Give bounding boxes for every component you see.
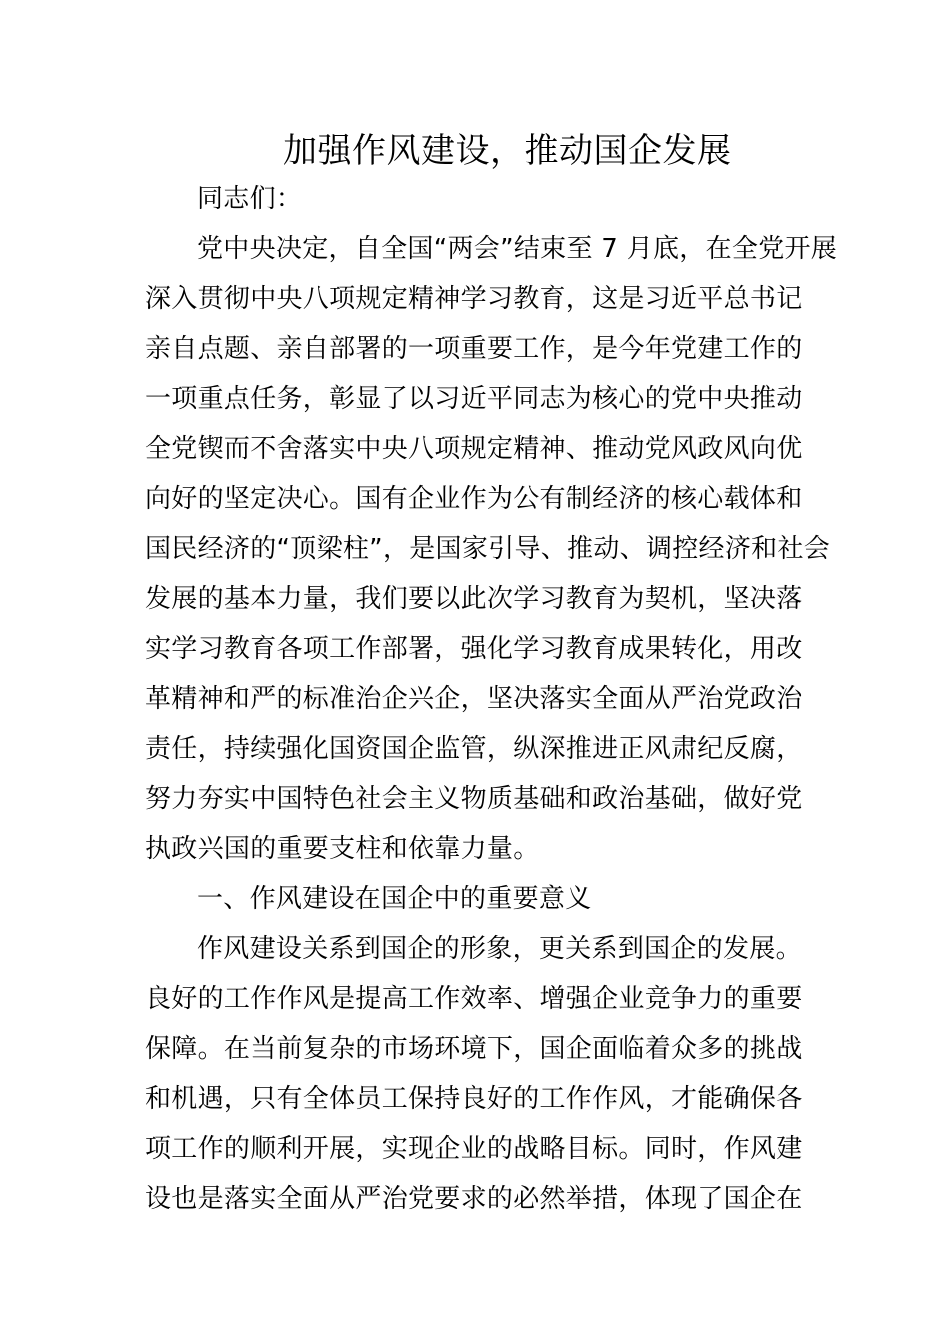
paragraph-line: 国民经济的“顶梁柱”，是国家引导、推动、调控经济和社会 <box>145 534 831 564</box>
paragraph-line: 设也是落实全面从严治党要求的必然举措，体现了国企在 <box>145 1184 803 1214</box>
paragraph-line: 项工作的顺利开展，实现企业的战略目标。同时，作风建 <box>145 1134 803 1164</box>
paragraph-line: 努力夯实中国特色社会主义物质基础和政治基础，做好党 <box>145 784 803 814</box>
paragraph-line: 执政兴国的重要支柱和依靠力量。 <box>145 834 540 864</box>
paragraph-line: 一项重点任务，彰显了以习近平同志为核心的党中央推动 <box>145 384 803 414</box>
paragraph-line: 良好的工作作风是提高工作效率、增强企业竞争力的重要 <box>145 984 803 1014</box>
paragraph-line: 全党锲而不舍落实中央八项规定精神、推动党风政风向优 <box>145 434 803 464</box>
paragraph-line: 和机遇，只有全体员工保持良好的工作作风，才能确保各 <box>145 1084 803 1114</box>
document-title: 加强作风建设，推动国企发展 <box>283 131 732 171</box>
section-heading: 一、作风建设在国企中的重要意义 <box>197 884 592 914</box>
paragraph-line: 保障。在当前复杂的市场环境下，国企面临着众多的挑战 <box>145 1034 803 1064</box>
paragraph-line: 向好的坚定决心。国有企业作为公有制经济的核心载体和 <box>145 484 803 514</box>
salutation: 同志们： <box>197 184 303 214</box>
paragraph-line: 深入贯彻中央八项规定精神学习教育，这是习近平总书记 <box>145 284 803 314</box>
paragraph-line: 革精神和严的标准治企兴企，坚决落实全面从严治党政治 <box>145 684 803 714</box>
paragraph-line: 党中央决定，自全国“两会”结束至 7 月底，在全党开展 <box>197 234 838 264</box>
paragraph-line: 发展的基本力量，我们要以此次学习教育为契机，坚决落 <box>145 584 803 614</box>
paragraph-line: 作风建设关系到国企的形象，更关系到国企的发展。 <box>197 934 802 964</box>
paragraph-line: 责任，持续强化国资国企监管，纵深推进正风肃纪反腐， <box>145 734 803 764</box>
paragraph-line: 亲自点题、亲自部署的一项重要工作，是今年党建工作的 <box>145 334 803 364</box>
paragraph-line: 实学习教育各项工作部署，强化学习教育成果转化，用改 <box>145 634 803 664</box>
